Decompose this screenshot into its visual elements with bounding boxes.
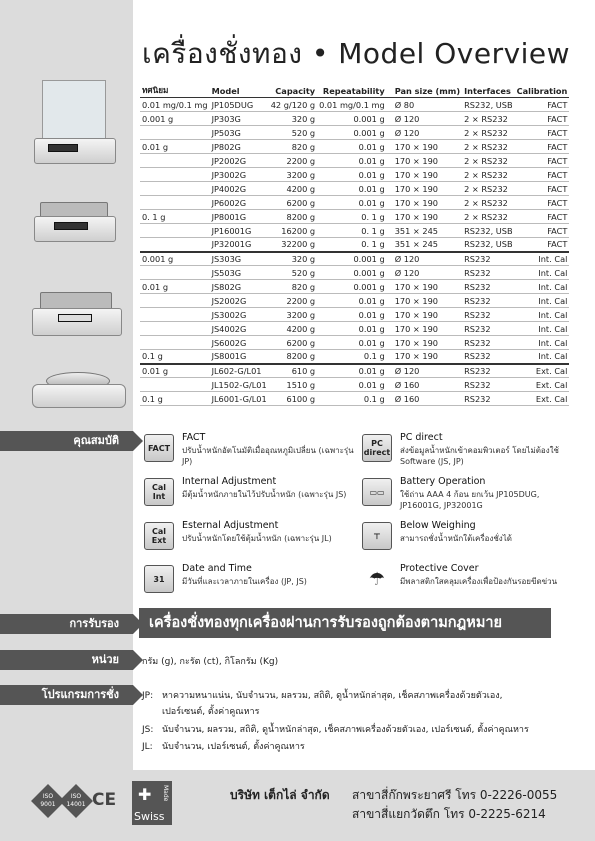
table-cell: JP503G <box>210 126 269 140</box>
table-cell: Ø 120 <box>387 266 462 280</box>
table-cell: 0. 1 g <box>317 210 387 224</box>
table-cell: 0.1 g <box>140 392 210 406</box>
table-cell <box>140 378 210 392</box>
table-cell: Ext. Cal <box>515 392 570 406</box>
table-cell: 3200 g <box>269 308 317 322</box>
table-cell: FACT <box>515 210 570 224</box>
table-cell: 170 × 190 <box>387 168 462 182</box>
table-row <box>140 378 569 392</box>
feature-description: มีพลาสติกใสคลุมเครื่องเพื่อป้องกันรอยขีดข่วน <box>400 577 558 586</box>
table-cell <box>140 126 210 140</box>
table-row <box>140 112 569 126</box>
table-cell: Int. Cal <box>515 294 570 308</box>
table-cell: 0.001 g <box>317 252 387 266</box>
table-cell <box>140 168 210 182</box>
table-cell: 0.1 g <box>317 392 387 406</box>
table-cell: JL602-G/L01 <box>210 364 269 378</box>
table-cell: 170 × 190 <box>387 154 462 168</box>
table-cell: FACT <box>515 196 570 210</box>
table-cell: 170 × 190 <box>387 280 462 294</box>
table-cell: 170 × 190 <box>387 308 462 322</box>
table-cell: 170 × 190 <box>387 322 462 336</box>
features-section-label: คุณสมบัติ <box>0 431 133 451</box>
table-cell: RS232, USB <box>464 99 513 110</box>
table-cell: 0.01 mg/0.1 mg <box>319 99 385 110</box>
table-cell: JL1502-G/L01 <box>211 379 267 390</box>
product-photo-js <box>30 290 125 345</box>
table-cell: 2 × RS232 <box>462 168 515 182</box>
feature-title: FACT <box>182 432 206 443</box>
units-section-label: หน่วย <box>0 650 133 670</box>
table-cell: 6200 g <box>269 336 317 350</box>
table-cell: 1510 g <box>269 378 317 392</box>
table-cell: 4200 g <box>269 182 317 196</box>
table-cell: 0.01 g <box>317 364 387 378</box>
table-cell: 6100 g <box>269 392 317 406</box>
table-cell <box>140 154 210 168</box>
table-cell: Int. Cal <box>515 252 570 266</box>
table-cell: 820 g <box>269 280 317 294</box>
table-cell: RS232 <box>462 378 515 392</box>
pc-direct-icon: PC direct <box>362 434 392 462</box>
table-cell: JP8001G <box>210 210 269 224</box>
table-cell: Int. Cal <box>515 336 570 350</box>
table-cell: 2 × RS232 <box>462 154 515 168</box>
col-interfaces: Interfaces <box>462 84 515 98</box>
table-row <box>140 364 569 378</box>
table-cell: JS4002G <box>210 322 269 336</box>
table-cell: RS232 <box>462 294 515 308</box>
table-row <box>140 126 569 140</box>
table-cell: 610 g <box>269 364 317 378</box>
table-cell: JS8001G <box>210 350 269 364</box>
table-cell: JP303G <box>210 112 269 126</box>
table-row <box>140 210 569 224</box>
cal-int-icon: Cal Int <box>144 478 174 506</box>
table-cell: JP32001G <box>210 238 269 252</box>
company-name: บริษัท เต็กไล่ จำกัด <box>230 788 330 802</box>
table-row <box>140 168 569 182</box>
table-cell: 0.001 g <box>140 112 210 126</box>
iso-9001-icon: ISO 9001 <box>31 784 65 818</box>
table-row <box>140 140 569 154</box>
feature-description: ใช้ถ่าน AAA 4 ก้อน ยกเว้น JP105DUG, JP16001G, JP32001G <box>400 490 540 510</box>
table-row <box>140 252 569 266</box>
table-cell: 16200 g <box>269 224 317 238</box>
table-cell: 8200 g <box>269 350 317 364</box>
col-model: Model <box>210 84 269 98</box>
table-cell: 170 × 190 <box>387 140 462 154</box>
feature-title: Battery Operation <box>400 476 486 487</box>
table-cell: 0.01 g <box>317 308 387 322</box>
table-cell: FACT <box>515 182 570 196</box>
table-cell: JS802G <box>210 280 269 294</box>
table-header-row <box>140 84 569 98</box>
table-cell: FACT <box>515 238 570 252</box>
table-cell: 0.01 g <box>140 140 210 154</box>
table-cell: Ø 80 <box>387 98 462 112</box>
calendar-icon: 31 <box>144 565 174 593</box>
table-row <box>140 154 569 168</box>
table-cell: 0.001 g <box>317 266 387 280</box>
table-cell: Int. Cal <box>515 322 570 336</box>
table-cell: 170 × 190 <box>387 336 462 350</box>
table-cell: 0.001 g <box>140 252 210 266</box>
feature-title: Date and Time <box>182 563 252 574</box>
table-cell: 0. 1 g <box>317 224 387 238</box>
table-cell: 0.1 g <box>140 350 210 364</box>
table-cell: 2200 g <box>269 154 317 168</box>
table-cell: 170 × 190 <box>387 210 462 224</box>
table-cell <box>140 196 210 210</box>
table-cell: JS6002G <box>210 336 269 350</box>
table-cell: Ø 120 <box>387 112 462 126</box>
table-cell: RS232 <box>462 280 515 294</box>
table-cell: 320 g <box>269 112 317 126</box>
table-row <box>140 238 569 252</box>
table-cell: 2 × RS232 <box>462 196 515 210</box>
table-cell: RS232 <box>462 308 515 322</box>
feature-description: สามารถชั่งน้ำหนักใต้เครื่องชั่งได้ <box>400 534 512 543</box>
product-photo-jp <box>30 200 120 250</box>
table-cell: Ø 120 <box>387 126 462 140</box>
table-cell: 0.01 g <box>140 364 210 378</box>
table-cell: RS232 <box>462 252 515 266</box>
table-cell: Int. Cal <box>515 350 570 364</box>
table-cell: Int. Cal <box>515 266 570 280</box>
table-cell: 0.01 mg/0.1 mg <box>142 99 208 110</box>
table-cell: 0.01 g <box>317 336 387 350</box>
table-cell: JS2002G <box>210 294 269 308</box>
col-pan-size: Pan size (mm) <box>387 84 462 98</box>
table-row <box>140 308 569 322</box>
table-cell: FACT <box>515 126 570 140</box>
table-cell: RS232 <box>462 336 515 350</box>
certification-section-label: การรับรอง <box>0 614 133 634</box>
table-cell: 0.01 g <box>317 154 387 168</box>
table-cell: JP3002G <box>210 168 269 182</box>
page-title: เครื่องชั่งทอง • Model Overview <box>142 37 571 70</box>
table-cell: 520 g <box>269 266 317 280</box>
table-cell: 0.001 g <box>317 112 387 126</box>
table-cell: JS3002G <box>210 308 269 322</box>
table-row <box>140 322 569 336</box>
swiss-cross-icon: ✚ <box>138 785 152 804</box>
col-capacity: Capacity <box>269 84 317 98</box>
table-cell: 520 g <box>269 126 317 140</box>
table-cell: Ø 120 <box>387 364 462 378</box>
umbrella-icon: ☂ <box>362 565 392 593</box>
table-cell: 0.01 g <box>140 280 210 294</box>
table-cell: 2 × RS232 <box>462 112 515 126</box>
table-cell: JP802G <box>210 140 269 154</box>
table-row <box>140 182 569 196</box>
table-row <box>140 266 569 280</box>
branch-1-contact: สาขาสี่ก๊กพระยาศรี โทร 0-2226-0055 <box>352 788 558 802</box>
feature-title: Below Weighing <box>400 520 476 531</box>
table-cell: 32200 g <box>269 238 317 252</box>
table-cell: RS232 <box>462 364 515 378</box>
table-cell: Ø 160 <box>387 378 462 392</box>
table-cell: 320 g <box>269 252 317 266</box>
table-cell: FACT <box>515 224 570 238</box>
table-cell: 0.1 g <box>317 350 387 364</box>
table-cell: JP4002G <box>210 182 269 196</box>
table-cell: JP16001G <box>210 224 269 238</box>
table-cell: Int. Cal <box>515 280 570 294</box>
table-cell: RS232 <box>462 392 515 406</box>
programs-section-label: โปรแกรมการชั่ง <box>0 685 133 705</box>
table-cell: 2200 g <box>269 294 317 308</box>
table-cell <box>140 336 210 350</box>
table-cell: 0.01 g <box>317 168 387 182</box>
table-cell: 8200 g <box>269 210 317 224</box>
iso-14001-icon: ISO 14001 <box>59 784 93 818</box>
table-cell: 0.01 g <box>317 140 387 154</box>
table-cell <box>140 266 210 280</box>
table-row <box>140 98 569 112</box>
table-cell: FACT <box>515 112 570 126</box>
table-cell: 2 × RS232 <box>462 182 515 196</box>
branch-2-contact: สาขาสี่แยกวัดตึก โทร 0-2225-6214 <box>352 807 546 821</box>
swiss-made-logo: ✚ Swiss Made <box>132 781 172 825</box>
table-cell: 0.01 g <box>317 196 387 210</box>
product-photo-jl <box>30 370 130 420</box>
table-cell: 0. 1 g <box>317 238 387 252</box>
feature-title: Esternal Adjustment <box>182 520 279 531</box>
table-cell: 2 × RS232 <box>462 210 515 224</box>
table-cell: 6200 g <box>269 196 317 210</box>
table-cell <box>140 308 210 322</box>
program-line: เปอร์เซนต์, ตั้งค่าคูณหาร <box>162 707 260 717</box>
table-cell: 42 g/120 g <box>270 99 316 110</box>
table-cell: 351 × 245 <box>387 238 462 252</box>
table-cell: RS232 <box>462 322 515 336</box>
table-cell: FACT <box>515 140 570 154</box>
table-row <box>140 350 569 364</box>
table-cell: 170 × 190 <box>387 182 462 196</box>
table-cell <box>140 182 210 196</box>
table-cell: 170 × 190 <box>387 196 462 210</box>
product-photo-jp105dug <box>30 80 120 170</box>
table-cell: 2 × RS232 <box>462 126 515 140</box>
fact-icon: FACT <box>144 434 174 462</box>
table-cell <box>140 294 210 308</box>
col-calibration: Calibration <box>516 85 568 96</box>
table-cell <box>140 322 210 336</box>
feature-title: PC direct <box>400 432 443 443</box>
program-line: JS: นับจำนวน, ผลรวม, สถิติ, ดูน้ำหนักล่าสุด, เช็คสภาพเครื่องด้วยตัวเอง, เปอร์เซนต์, ตั้งค่าคูณหาร <box>142 725 529 735</box>
table-cell: RS232, USB <box>462 238 515 252</box>
col-decimal: ทศนิยม <box>140 84 210 98</box>
table-row <box>140 280 569 294</box>
feature-description: มีวันที่และเวลาภายในเครื่อง (JP, JS) <box>182 577 307 586</box>
table-cell: Ext. Cal <box>515 364 570 378</box>
table-cell: JS303G <box>210 252 269 266</box>
ce-mark-icon: CE <box>92 790 117 810</box>
program-line: JL: นับจำนวน, เปอร์เซนต์, ตั้งค่าคูณหาร <box>142 742 305 752</box>
table-cell: FACT <box>515 154 570 168</box>
feature-description: ส่งข้อมูลน้ำหนักเข้าคอมพิวเตอร์ โดยไม่ต้องใช้ Software (JS, JP) <box>400 446 559 466</box>
table-cell: JP6002G <box>210 196 269 210</box>
table-cell: Ø 160 <box>387 392 462 406</box>
table-cell: 351 × 245 <box>387 224 462 238</box>
table-cell: 3200 g <box>269 168 317 182</box>
table-cell: Int. Cal <box>515 308 570 322</box>
feature-description: มีตุ้มน้ำหนักภายในไว้ปรับน้ำหนัก (เฉพาะรุ่น JS) <box>182 490 347 499</box>
table-cell: 820 g <box>269 140 317 154</box>
program-line: JP: หาความหนาแน่น, นับจำนวน, ผลรวม, สถิติ, ดูน้ำหนักล่าสุด, เช็คสภาพเครื่องด้วยตัวเอง, <box>142 691 503 701</box>
feature-description: ปรับน้ำหนักโดยใช้ตุ้มน้ำหนัก (เฉพาะรุ่น JL) <box>182 534 332 543</box>
table-row <box>140 294 569 308</box>
table-cell: 0.001 g <box>317 126 387 140</box>
table-cell: JP2002G <box>210 154 269 168</box>
feature-title: Internal Adjustment <box>182 476 277 487</box>
table-cell: 0.001 g <box>317 280 387 294</box>
table-cell: 170 × 190 <box>387 294 462 308</box>
table-cell: RS232 <box>462 266 515 280</box>
table-cell: FACT <box>515 168 570 182</box>
feature-title: Protective Cover <box>400 563 479 574</box>
table-cell: JP105DUG <box>210 98 269 112</box>
table-cell: FACT <box>515 98 570 112</box>
table-cell: 0.01 g <box>317 378 387 392</box>
table-cell: 0. 1 g <box>140 210 210 224</box>
table-cell: JL6001-G/L01 <box>211 393 267 404</box>
table-cell: RS232, USB <box>464 225 513 236</box>
table-cell <box>140 238 210 252</box>
table-cell: 170 × 190 <box>387 350 462 364</box>
table-row <box>140 224 569 238</box>
table-cell: JS503G <box>210 266 269 280</box>
table-cell: Ø 120 <box>387 252 462 266</box>
table-row <box>140 392 569 406</box>
table-cell: 2 × RS232 <box>462 140 515 154</box>
model-table <box>140 84 569 406</box>
table-cell: 0.01 g <box>317 322 387 336</box>
feature-description: ปรับน้ำหนักอัตโนมัติเมื่ออุณหภูมิเปลี่ยน (เฉพาะรุ่น JP) <box>182 446 354 466</box>
table-row <box>140 196 569 210</box>
battery-icon: ▭▭ <box>362 478 392 506</box>
col-repeatability: Repeatability <box>317 84 387 98</box>
table-cell: RS232 <box>462 350 515 364</box>
table-row <box>140 336 569 350</box>
table-cell: Ext. Cal <box>515 378 570 392</box>
table-cell: 4200 g <box>269 322 317 336</box>
table-cell: 0.01 g <box>317 182 387 196</box>
table-cell <box>140 224 210 238</box>
table-cell: 0.01 g <box>317 294 387 308</box>
certification-banner: เครื่องชั่งทองทุกเครื่องผ่านการรับรองถูกต้องตามกฎหมาย <box>139 608 551 638</box>
units-text: กรัม (g), กะรัต (ct), กิโลกรัม (Kg) <box>142 657 279 667</box>
cal-ext-icon: Cal Ext <box>144 522 174 550</box>
below-weighing-icon: ⊤ <box>362 522 392 550</box>
